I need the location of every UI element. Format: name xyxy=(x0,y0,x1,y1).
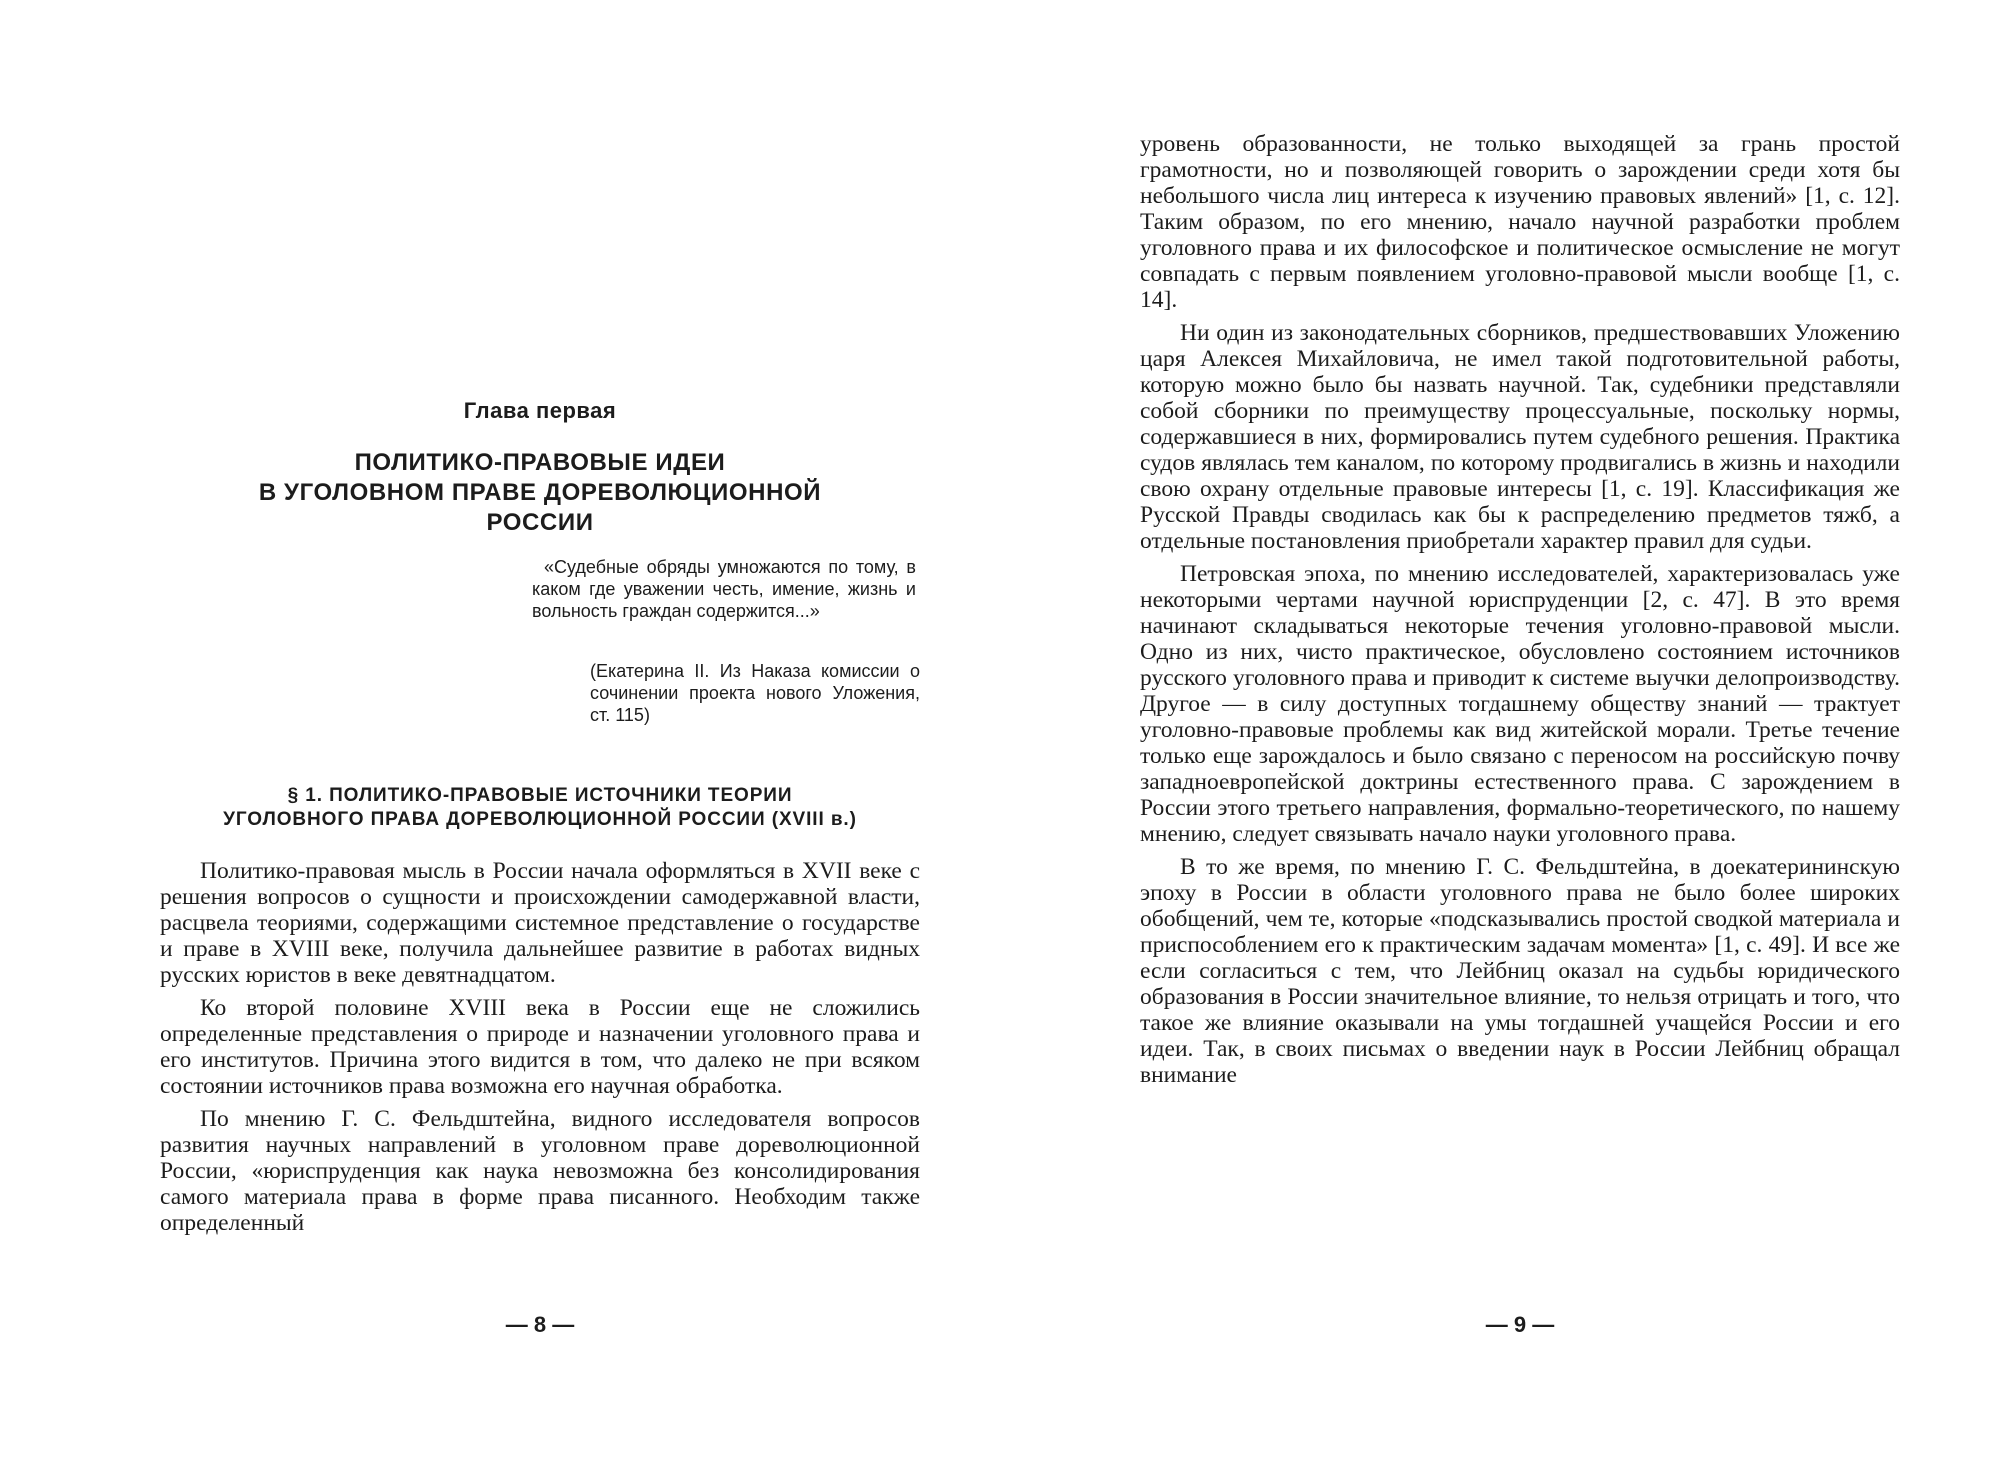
paragraph: Ко второй половине XVIII века в России еще не сложились определенные представления о природе и назначении уголовного права и его институтов. Причина этого видится в том, что далеко не при всяком состоянии источников права возможна его научная обработка. xyxy=(160,995,920,1099)
left-body-text xyxy=(160,858,920,1243)
paragraph-continuation: уровень образованности, не только выходящей за грань простой грамотности, но и позволяющей говорить о зарождении среди хотя бы небольшого числа лиц интереса к изучению правовых явлений» [1, с. 12]. Таким образом, по его мнению, начало научной разработки проблем уголовного права и их философское и политическое осмысление не могут совпадать с первым появлением уголовно-правовой мысли вообще [1, с. 14]. xyxy=(1140,131,1900,313)
paragraph: По мнению Г. С. Фельдштейна, видного исследователя вопросов развития научных направлений в уголовном праве дореволюционной России, «юриспруденция как наука невозможна без консолидирования самого материала права в форме права писанного. Необходим также определенный xyxy=(160,1106,920,1236)
page-number: — 8 — xyxy=(505,1312,575,1337)
chapter-label: Глава первая xyxy=(463,398,617,423)
epigraph-quote: «Судебные обряды умножаются по тому, в каком где уважении честь, имение, жизнь и вольность граждан содержится...» xyxy=(532,557,916,621)
epigraph-source: (Екатерина II. Из Наказа комиссии о сочинении проекта нового Уложения, ст. 115) xyxy=(590,661,920,725)
right-body-text xyxy=(1140,131,1900,1095)
paragraph: Ни один из законодательных сборников, предшествовавших Уложению царя Алексея Михайловича, не имел такой подготовительной работы, которую можно было бы назвать научной. Так, судебники представляли собой сборники по преимуществу процессуальные, поскольку нормы, содержавшиеся в них, формировались путем судебного решения. Практика судов являлась тем каналом, по которому продвигались в жизнь и находили свою охрану отдельные правовые интересы [1, с. 19]. Классификация же Русской Правды сводилась как бы к распределению предметов тяжб, а отдельные постановления приобретали характер правил для судьи. xyxy=(1140,320,1900,554)
chapter-title: ПОЛИТИКО-ПРАВОВЫЕ ИДЕИ В УГОЛОВНОМ ПРАВЕ ДОРЕВОЛЮЦИОННОЙ РОССИИ xyxy=(258,449,822,536)
paragraph: Политико-правовая мысль в России начала оформляться в XVII веке с решения вопросов о сущности и происхождении самодержавной власти, расцвела теориями, содержащими системное представление о государстве и праве в XVIII веке, получила дальнейшее развитие в работах видных русских юристов в веке девятнадцатом. xyxy=(160,858,920,988)
paragraph: Петровская эпоха, по мнению исследователей, характеризовалась уже некоторыми чертами научной юриспруденции [2, с. 47]. В это время начинают складываться некоторые течения уголовно-правовой мысли. Одно из них, чисто практическое, обусловлено состоянием источников русского уголовного права и приводит к системе выучки делопроизводству. Другое — в силу доступных тогдашнему обществу знаний — трактует уголовно-правовые проблемы как вид житейской морали. Третье течение только еще зарождалось и было связано с переносом на российскую почву западноевропейской доктрины естественного права. С зарождением в России этого третьего направления, формально-теоретического, по нашему мнению, следует связывать начало науки уголовного права. xyxy=(1140,561,1900,847)
page-number: — 9 — xyxy=(1485,1312,1555,1337)
section-title: § 1. ПОЛИТИКО-ПРАВОВЫЕ ИСТОЧНИКИ ТЕОРИИ УГОЛОВНОГО ПРАВА ДОРЕВОЛЮЦИОННОЙ РОССИИ (XVIII в.) xyxy=(223,785,857,830)
paragraph: В то же время, по мнению Г. С. Фельдштейна, в доекатерининскую эпоху в России в области уголовного права не было более широких обобщений, чем те, которые «подсказывались простой сводкой материала и приспособлением его к практическим задачам момента» [1, с. 49]. И все же если согласиться с тем, что Лейбниц оказал на судьбы юридического образования в России значительное влияние, то нельзя отрицать и того, что такое же влияние оказывали на умы тогдашней учащейся России и его идеи. Так, в своих письмах о введении наук в России Лейбниц обращал внимание xyxy=(1140,854,1900,1088)
